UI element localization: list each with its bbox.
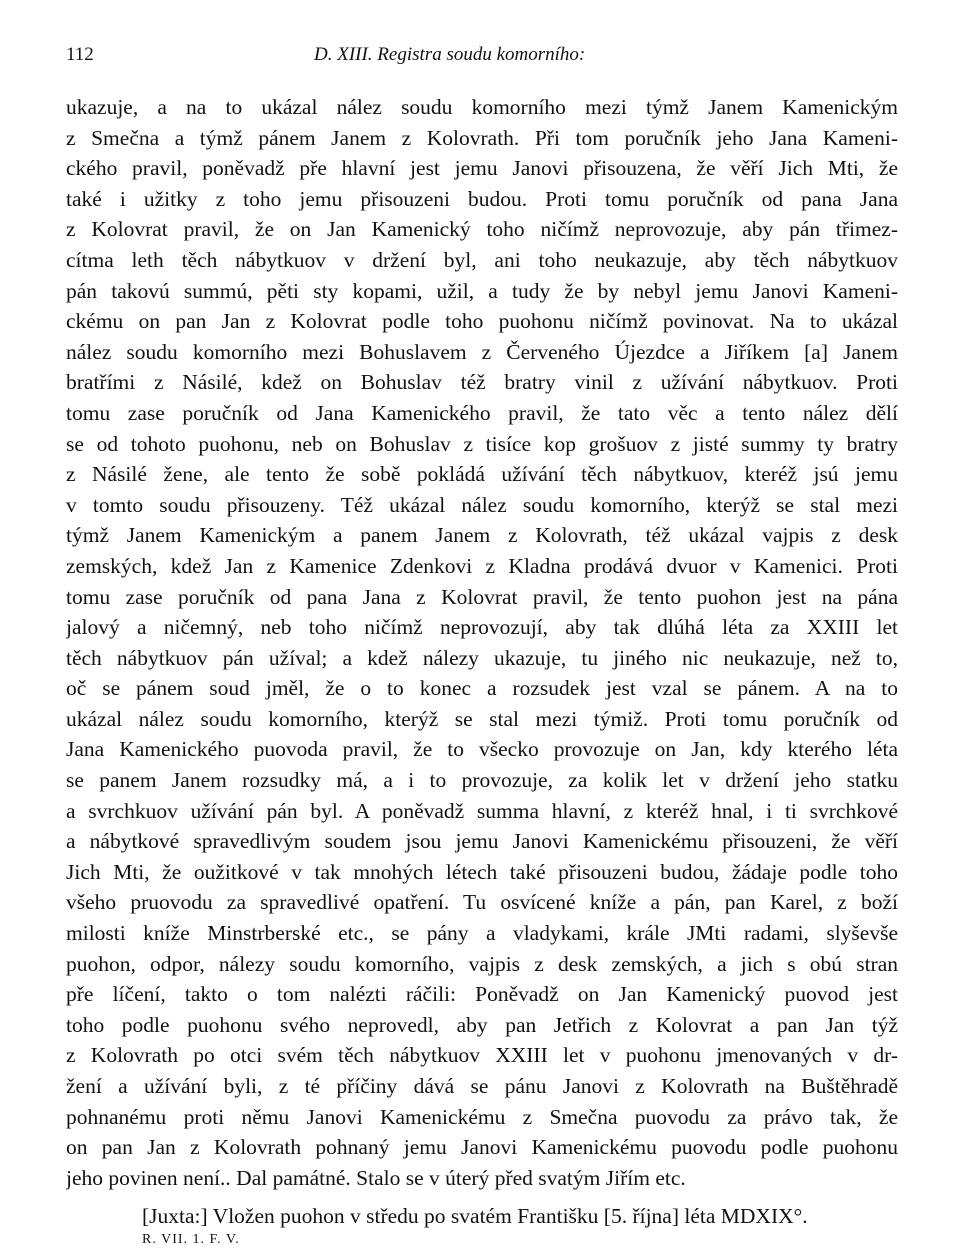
text-line: se panem Janem rozsudky má, a i to provozuje, za kolik let v držení jeho statku (66, 768, 898, 793)
text-line: a nábytkové spravedlivým soudem jsou jemu Janovi Kamenickému přisouzeni, že věří (66, 829, 898, 854)
text-line: z Násilé žene, ale tento že sobě pokládá užívání těch nábytkuov, kteréž jsú jemu (66, 462, 898, 487)
juxta-note: [Juxta:] Vložen puohon v středu po svatém Františku [5. října] léta MDXIX°. (142, 1204, 808, 1229)
text-line: žení a užívání byli, z té příčiny dává se pánu Janovi z Kolovrath na Buštěhradě (66, 1074, 898, 1098)
archival-reference: R. VII. 1. F. V. (142, 1232, 240, 1248)
text-line: také i užitky z toho jemu přisouzeni budou. Proti tomu poručník od pana Jana (66, 186, 898, 211)
text-line: jalový a ničemný, neb toho ničímž neprovozují, aby tak dlúhá léta za XXIII let (66, 615, 898, 640)
text-line: bratřími z Násilé, kdež on Bohuslav též bratry vinil z užívání nábytkuov. Proti (66, 370, 898, 395)
text-line: ckého pravil, poněvadž pře hlavní jest jemu Janovi přisouzena, že věří Jich Mti, že (66, 156, 898, 181)
text-line: těch nábytkuov pán užíval; a kdež nálezy ukazuje, tu jiného nic neukazuje, než to, (66, 645, 898, 670)
text-line: a svrchkuov užívání pán byl. A poněvadž summa hlavní, z kteréž hnal, i ti svrchkové (66, 798, 898, 823)
running-head: D. XIII. Registra soudu komorního: (314, 44, 586, 65)
text-line: pře líčení, takto o tom nalézti ráčili: Poněvadž on Jan Kamenický puovod jest (66, 982, 898, 1007)
text-line: z Kolovrath po otci svém těch nábytkuov XXIII let v puohonu jmenovaných v dr- (66, 1043, 898, 1068)
text-line: tomu zase poručník od pana Jana z Kolovrat pravil, že tento puohon jest na pána (66, 584, 898, 609)
body-text (66, 92, 898, 1193)
text-line: v tomto soudu přisouzeny. Též ukázal nález soudu komorního, kterýž se stal mezi (66, 492, 898, 517)
text-line: Jana Kamenického puovoda pravil, že to všecko provozuje on Jan, kdy kterého léta (66, 737, 898, 762)
text-line: se od tohoto puohonu, neb on Bohuslav z tisíce kop grošuov z jisté summy ty bratry (66, 431, 898, 456)
text-line: on pan Jan z Kolovrath pohnaný jemu Janovi Kamenickému puovodu podle puohonu (66, 1135, 898, 1160)
text-line: z Kolovrat pravil, že on Jan Kamenický toho ničímž neprovozuje, aby pán třimez- (66, 217, 898, 242)
text-line: ckému on pan Jan z Kolovrat podle toho puohonu ničímž povinovat. Na to ukázal (66, 309, 898, 334)
text-line: nález soudu komorního mezi Bohuslavem z Červeného Újezdce a Jiříkem [a] Janem (66, 339, 898, 364)
text-line: milosti kníže Minstrberské etc., se pány a vladykami, krále JMti radami, slyševše (66, 921, 898, 946)
text-line: pán takovú summú, pěti sty kopami, užil, a tudy že by nebyl jemu Janovi Kameni- (66, 278, 898, 303)
body-paragraph (66, 92, 898, 1193)
text-line: jeho povinen není.. Dal památné. Stalo se v úterý před svatým Jiřím etc. (66, 1165, 686, 1190)
text-line: zemských, kdež Jan z Kamenice Zdenkovi z Kladna prodává dvuor v Kamenici. Proti (66, 553, 898, 578)
text-line: pohnanému proti němu Janovi Kamenickému z Smečna puovodu za právo tak, že (66, 1104, 898, 1129)
text-line: všeho pruovodu za spravedlivé opatření. Tu osvícené kníže a pán, pan Karel, z boží (66, 890, 898, 915)
text-line: z Smečna a týmž pánem Janem z Kolovrath. Při tom poručník jeho Jana Kameni- (66, 125, 898, 150)
text-line: cítma leth těch nábytkuov v držení byl, ani toho neukazuje, aby těch nábytkuov (66, 247, 898, 272)
text-line: tomu zase poručník od Jana Kamenického pravil, že tato věc a tento nález dělí (66, 400, 898, 425)
text-line: ukazuje, a na to ukázal nález soudu komorního mezi týmž Janem Kamenickým (66, 95, 898, 119)
text-line: puohon, odpor, nálezy soudu komorního, vajpis z desk zemských, a jich s obú stran (66, 951, 898, 976)
page-header (66, 40, 898, 70)
page-number: 112 (66, 44, 94, 65)
text-line: týmž Janem Kamenickým a panem Janem z Kolovrath, též ukázal vajpis z desk (66, 523, 898, 548)
text-line: toho podle puohonu svého neprovedl, aby pan Jetřich z Kolovrat a pan Jan týž (66, 1012, 898, 1037)
text-line: Jich Mti, že oužitkové v tak mnohých létech také přisouzeni budou, žádaje podle toho (66, 859, 898, 884)
text-line: ukázal nález soudu komorního, kterýž se stal mezi týmiž. Proti tomu poručník od (66, 706, 898, 731)
document-page (66, 40, 898, 1249)
text-line: oč se pánem soud jměl, že o to konec a rozsudek jest vzal se pánem. A na to (66, 676, 898, 701)
